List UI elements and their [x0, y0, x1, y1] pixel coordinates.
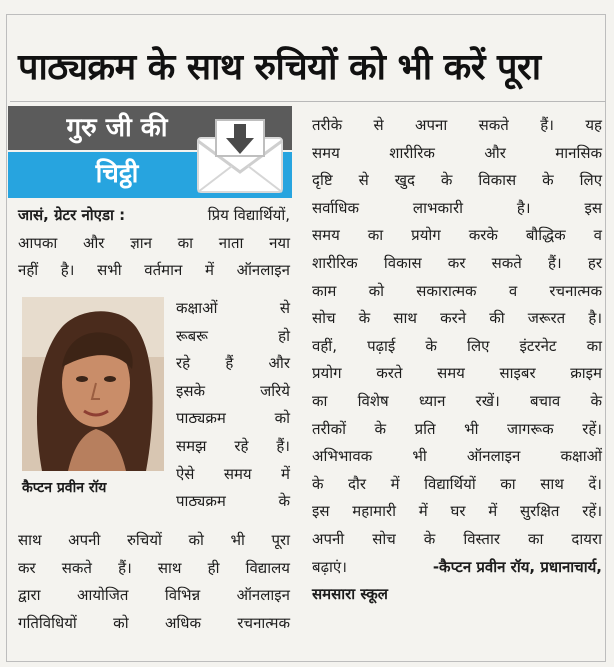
- dateline: जासं, ग्रेटर नोएडा :: [18, 206, 126, 224]
- article-line: पाठ्यक्रम को: [176, 409, 290, 428]
- column-logo-title-line2: चिट्ठी: [95, 159, 139, 189]
- article-column-left-bottom: [18, 527, 290, 637]
- article-line: इसके जरिये: [176, 381, 290, 400]
- article-line: तरीके से अपना सकते हैं। यह: [312, 116, 602, 134]
- author-photo: [22, 297, 164, 471]
- article-line: नहीं है। सभी वर्तमान में ऑनलाइन: [18, 261, 290, 280]
- article-line: अभिभावक भी ऑनलाइन कक्षाओं: [312, 447, 602, 466]
- author-signature: -कैप्टन प्रवीन रॉय, प्रधानाचार्य,: [432, 557, 602, 576]
- article-line: अपनी सोच के विस्तार का दायरा: [312, 529, 602, 548]
- headline: पाठ्यक्रम के साथ रुचियों को भी करें पूरा: [18, 47, 541, 88]
- article-line: समझ रहे हैं।: [176, 436, 290, 455]
- article-column-wrap: [176, 295, 290, 516]
- article-column-right: [312, 112, 602, 609]
- article-line: तरीकों के प्रति भी जागरूक रहें।: [312, 419, 602, 438]
- article-line: के दौर में विद्यार्थियों का साथ दें।: [312, 474, 602, 493]
- article-line: साथ अपनी रुचियों को भी पूरा: [18, 531, 290, 549]
- article-line: कर सकते हैं। साथ ही विद्यालय: [18, 558, 290, 577]
- article-line: [18, 202, 290, 230]
- article-line: समय शारीरिक और मानसिक: [312, 143, 602, 162]
- school-name: समसारा स्कूल: [312, 585, 388, 604]
- article-line: रहे हैं और: [176, 354, 290, 373]
- article-line: गतिविधियों को अधिक रचनात्मक: [18, 613, 290, 632]
- article-column-left-top: [18, 202, 290, 285]
- article-line: शारीरिक विकास कर सकते हैं। हर: [312, 253, 602, 272]
- article-line: दृष्टि से खुद के विकास के लिए: [312, 171, 602, 190]
- article-line: पाठ्यक्रम के: [176, 492, 290, 511]
- article-line: समय का प्रयोग करके बौद्धिक व: [312, 226, 602, 245]
- article-line: प्रयोग करते समय साइबर क्राइम: [312, 364, 602, 383]
- article-line: [312, 554, 602, 582]
- article-line: सर्वाधिक लाभकारी है। इस: [312, 198, 602, 217]
- article-line: का विशेष ध्यान रखें। बचाव के: [312, 391, 602, 410]
- article-line: इस महामारी में घर में सुरक्षित रहें।: [312, 502, 602, 521]
- article-line: ऐसे समय में: [176, 464, 290, 483]
- article-line: सोच के साथ करने की जरूरत है।: [312, 309, 602, 328]
- envelope-download-icon: [194, 108, 286, 196]
- column-logo: [8, 106, 292, 198]
- closing-text: बढ़ाएं।: [312, 557, 347, 576]
- column-logo-title-line1: गुरु जी की: [66, 113, 168, 143]
- photo-caption: कैप्टन प्रवीन रॉय: [22, 480, 107, 496]
- article-line: कक्षाओं से: [176, 299, 290, 317]
- article-line: काम को सकारात्मक व रचनात्मक: [312, 281, 602, 300]
- article-line: वहीं, पढ़ाई के लिए इंटरनेट का: [312, 336, 602, 355]
- article-line: द्वारा आयोजित विभिन्न ऑनलाइन: [18, 586, 290, 605]
- article-line: आपका और ज्ञान का नाता नया: [18, 233, 290, 252]
- article-text: प्रिय विद्यार्थियों,: [207, 206, 290, 224]
- headline-divider: [10, 101, 606, 102]
- portrait-photo: [22, 297, 164, 471]
- article-line: रूबरू हो: [176, 326, 290, 345]
